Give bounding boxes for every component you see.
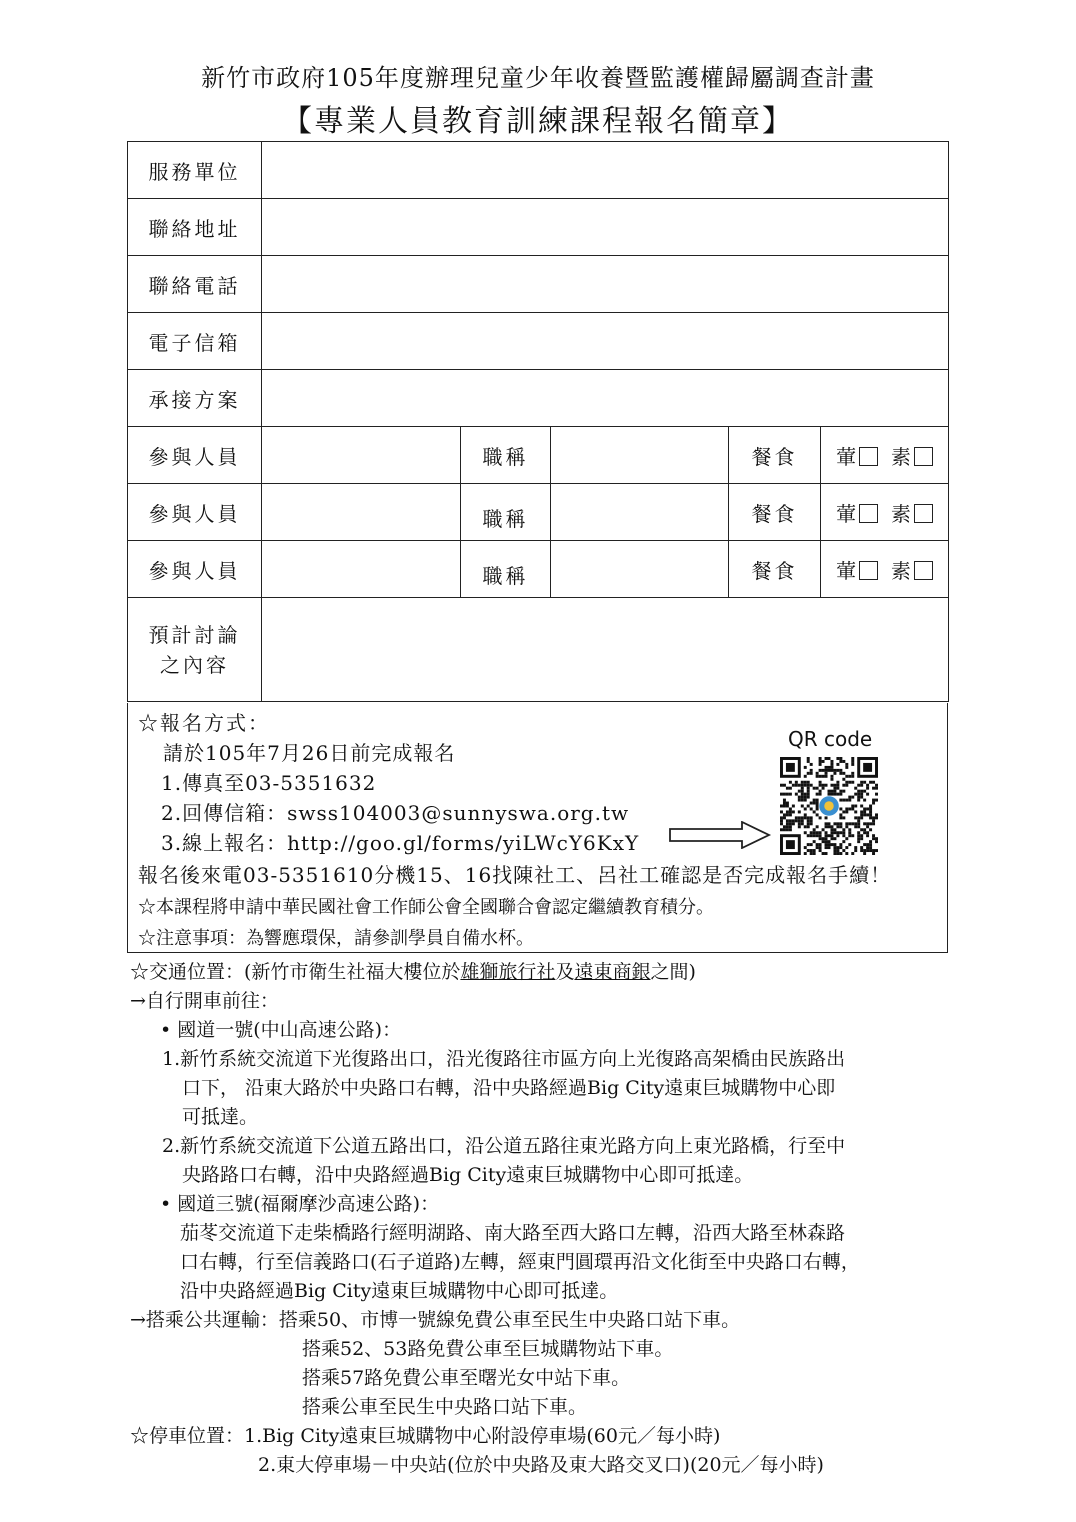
highway3-route: 茄苳交流道下走柴橋路行經明湖路、南大路至西大路口左轉，沿西大路至林森路 <box>180 1222 846 1244</box>
document-title: 新竹市政府105年度辦理兒童少年收養暨監護權歸屬調查計畫 <box>201 64 875 92</box>
veg-label: 素 <box>890 501 911 526</box>
veg-label: 素 <box>890 444 911 469</box>
parking-line2: 2.東大停車場－中央站(位於中央路及東大路交叉口)(20元／每小時) <box>258 1454 824 1476</box>
email-field[interactable] <box>262 313 949 370</box>
label-job-title: 職稱 <box>461 541 551 598</box>
highway3-heading: • 國道三號(福爾摩沙高速公路)： <box>160 1193 440 1215</box>
attention-text: ☆注意事項：為響應環保，請參訓學員自備水杯。 <box>138 928 534 949</box>
veg-label: 素 <box>890 558 911 583</box>
fax-text: 1.傳真至03-5351632 <box>161 771 377 795</box>
qr-label: QR code <box>788 727 873 751</box>
label-meal: 餐食 <box>729 427 821 484</box>
label-meal: 餐食 <box>729 484 821 541</box>
meal-options <box>821 484 949 541</box>
address-field[interactable] <box>262 199 949 256</box>
registration-form <box>127 141 949 702</box>
project-field[interactable] <box>262 370 949 427</box>
label-service-unit: 服務單位 <box>128 142 262 199</box>
registration-heading: ☆報名方式： <box>138 711 270 735</box>
highway3-route-cont: 口右轉，行至信義路口(石子道路)左轉，經東門圓環再沿文化街至中央路口右轉， <box>180 1251 860 1273</box>
bus-line3: 搭乘57路免費公車至曙光女中站下車。 <box>302 1367 631 1389</box>
label-participant: 參與人員 <box>128 541 262 598</box>
meal-options <box>821 541 949 598</box>
participant-name-field[interactable] <box>262 541 461 598</box>
discussion-field[interactable] <box>262 598 949 702</box>
label-meal: 餐食 <box>729 541 821 598</box>
meat-label: 葷 <box>836 444 857 469</box>
label-job-title: 職稱 <box>461 484 551 541</box>
meat-checkbox[interactable] <box>859 447 878 466</box>
job-title-field[interactable] <box>551 541 729 598</box>
job-title-field[interactable] <box>551 484 729 541</box>
drive-heading: →自行開車前往： <box>130 990 279 1012</box>
location-a: 雄獅旅行社 <box>460 961 556 983</box>
bus-line1: →搭乘公共運輸：搭乘50、市博一號線免費公車至民生中央路口站下車。 <box>130 1309 741 1331</box>
highway1-heading: • 國道一號(中山高速公路)： <box>160 1019 402 1041</box>
qr-code-icon[interactable] <box>780 757 878 855</box>
meat-label: 葷 <box>836 558 857 583</box>
credit-text: ☆本課程將申請中華民國社會工作師公會全國聯合會認定繼續教育積分。 <box>138 897 714 918</box>
label-participant: 參與人員 <box>128 484 262 541</box>
label-participant: 參與人員 <box>128 427 262 484</box>
label-project: 承接方案 <box>128 370 262 427</box>
label-discussion <box>128 598 262 702</box>
job-title-field[interactable] <box>551 427 729 484</box>
label-discussion-line1: 預計討論 <box>148 622 241 647</box>
email-text: 2.回傳信箱：swss104003@sunnyswa.org.tw <box>161 801 630 825</box>
label-phone: 聯絡電話 <box>128 256 262 313</box>
veg-checkbox[interactable] <box>914 561 933 580</box>
participant-name-field[interactable] <box>262 484 461 541</box>
bus-line4: 搭乘公車至民生中央路口站下車。 <box>302 1396 588 1418</box>
online-registration-link[interactable]: 3.線上報名：http://goo.gl/forms/yiLWcY6KxY <box>161 831 640 855</box>
registration-notes <box>127 703 948 953</box>
label-job-title: 職稱 <box>461 427 551 484</box>
service-unit-field[interactable] <box>262 142 949 199</box>
deadline-text: 請於105年7月26日前完成報名 <box>163 741 456 765</box>
label-discussion-line2: 之內容 <box>160 652 229 677</box>
meat-checkbox[interactable] <box>859 504 878 523</box>
location-line: ☆交通位置：(新竹市衛生社福大樓位於雄獅旅行社及遠東商銀之間) <box>130 961 696 983</box>
highway1-route1-end: 可抵達。 <box>182 1106 259 1128</box>
highway1-route2: 2.新竹系統交流道下公道五路出口，沿公道五路往東光路方向上東光路橋，行至中 <box>162 1135 846 1157</box>
meat-checkbox[interactable] <box>859 561 878 580</box>
veg-checkbox[interactable] <box>914 504 933 523</box>
phone-field[interactable] <box>262 256 949 313</box>
location-b: 遠東商銀 <box>574 961 651 983</box>
veg-checkbox[interactable] <box>914 447 933 466</box>
parking-line1: ☆停車位置：1.Big City遠東巨城購物中心附設停車場(60元／每小時) <box>130 1425 721 1447</box>
meat-label: 葷 <box>836 501 857 526</box>
highway1-route1: 1.新竹系統交流道下光復路出口，沿光復路往市區方向上光復路高架橋由民族路出 <box>162 1048 846 1070</box>
label-email: 電子信箱 <box>128 313 262 370</box>
arrow-right-icon <box>668 821 772 849</box>
highway1-route2-cont: 央路路口右轉，沿中央路經過Big City遠東巨城購物中心即可抵達。 <box>182 1164 754 1186</box>
confirm-text: 報名後來電03-5351610分機15、16找陳社工、呂社工確認是否完成報名手續！ <box>138 863 892 887</box>
document-subtitle: 【專業人員教育訓練課程報名簡章】 <box>282 104 794 139</box>
bus-line2: 搭乘52、53路免費公車至巨城購物站下車。 <box>302 1338 674 1360</box>
highway1-route1-cont: 口下， 沿東大路於中央路口右轉，沿中央路經過Big City遠東巨城購物中心即 <box>182 1077 836 1099</box>
meal-options <box>821 427 949 484</box>
label-address: 聯絡地址 <box>128 199 262 256</box>
highway3-route-end: 沿中央路經過Big City遠東巨城購物中心即可抵達。 <box>180 1280 619 1302</box>
participant-name-field[interactable] <box>262 427 461 484</box>
